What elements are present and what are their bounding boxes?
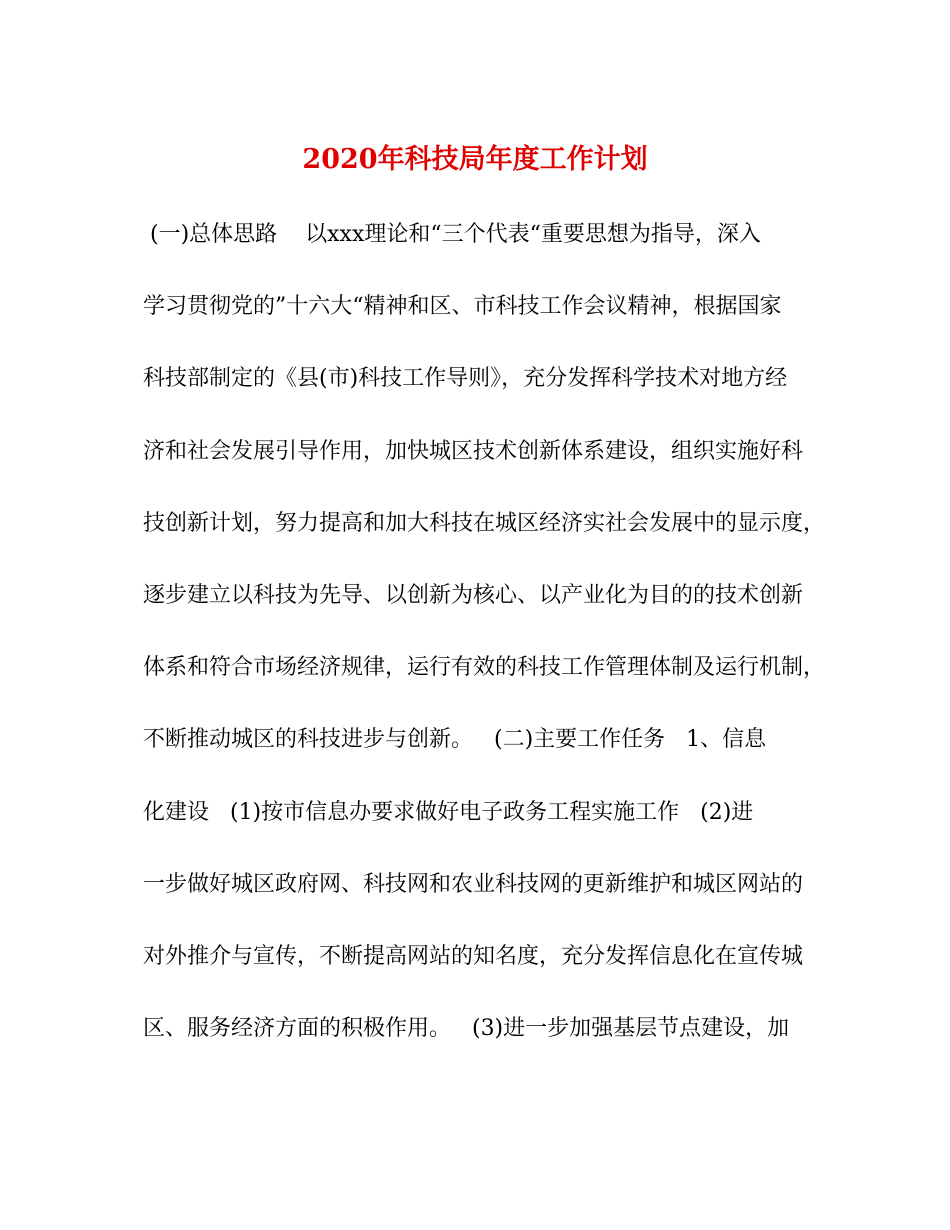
body-line: 区、服务经济方面的积极作用。 (3)进一步加强基层节点建设，加 — [143, 1016, 790, 1042]
body-line: 化建设 (1)按市信息办要求做好电子政务工程实施工作 (2)进 — [143, 799, 754, 825]
body-line: 一步做好城区政府网、科技网和农业科技网的更新维护和城区网站的 — [143, 871, 804, 897]
document-body — [143, 215, 826, 1081]
body-line: 不断推动城区的科技进步与创新。 (二)主要工作任务 1、信息 — [143, 727, 767, 753]
body-line: 济和社会发展引导作用，加快城区技术创新体系建设，组织实施好科 — [143, 438, 804, 464]
body-line: 体系和符合市场经济规律，运行有效的科技工作管理体制及运行机制， — [143, 655, 826, 681]
body-line: (一)总体思路 以xxx理论和“三个代表“重要思想为指导，深入 — [143, 222, 761, 247]
body-line: 科技部制定的《县(市)科技工作导则》，充分发挥科学技术对地方经 — [143, 366, 788, 392]
body-line: 学习贯彻党的”十六大“精神和区、市科技工作会议精神，根据国家 — [143, 294, 782, 320]
body-line: 对外推介与宣传，不断提高网站的知名度，充分发挥信息化在宣传城 — [143, 943, 804, 969]
document-title: 2020年科技局年度工作计划 — [302, 144, 648, 175]
body-line: 逐步建立以科技为先导、以创新为核心、以产业化为目的的技术创新 — [143, 582, 804, 608]
body-line: 技创新计划，努力提高和加大科技在城区经济实社会发展中的显示度， — [143, 510, 826, 536]
